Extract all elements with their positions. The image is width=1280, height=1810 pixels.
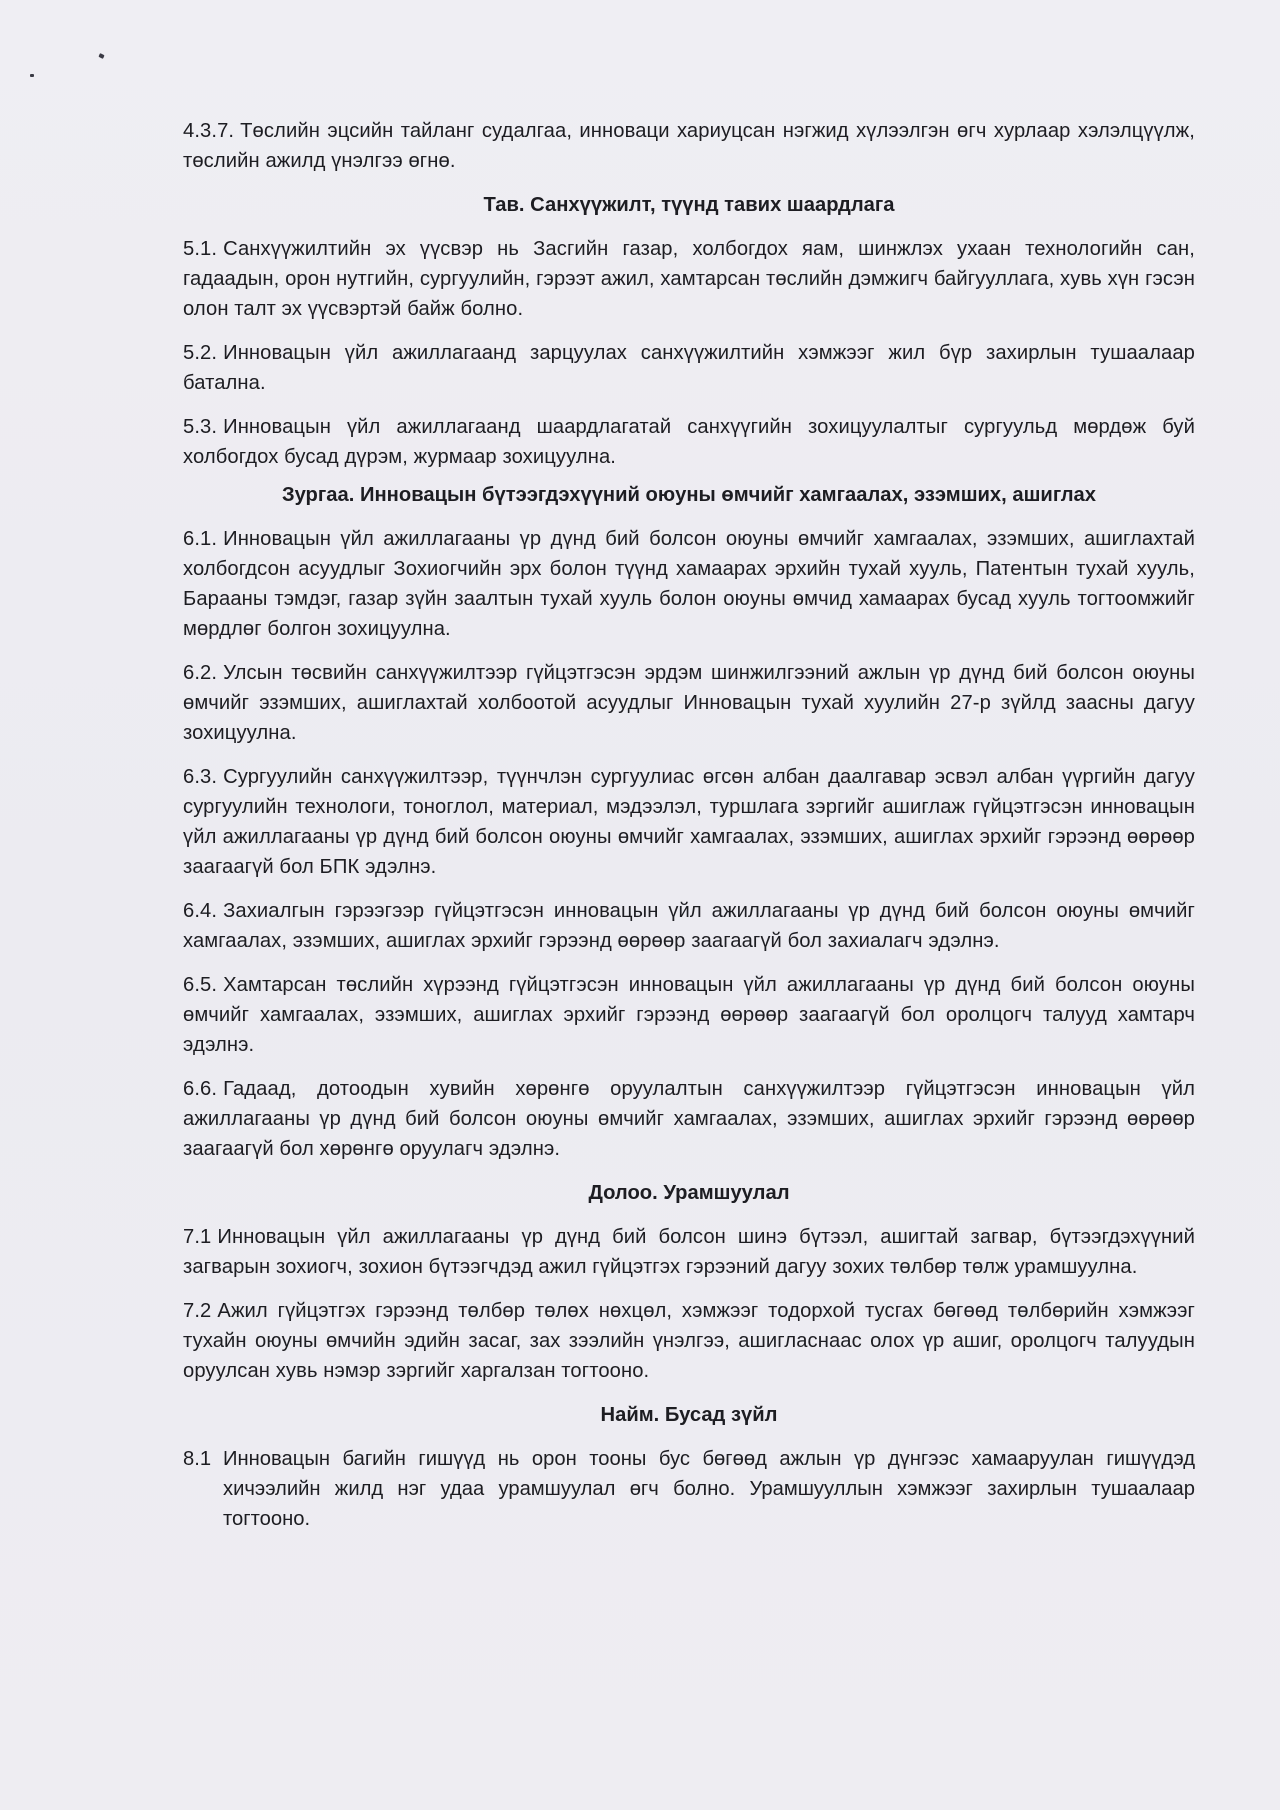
- paragraph-8-1: [183, 1444, 1195, 1534]
- paragraph-5-1: [183, 234, 1195, 324]
- clause-number: 7.1: [183, 1226, 212, 1248]
- clause-number: 5.3.: [183, 416, 218, 438]
- paragraph-6-3: [183, 762, 1195, 882]
- clause-number: 6.1.: [183, 528, 218, 550]
- clause-text: Улсын төсвийн санхүүжилтээр гүйцэтгэсэн эрдэм шинжилгээний ажлын үр дүнд бий болсон оюуны өмчийг эзэмших, ашиглахтай холбоотой асуудлыг Инновацын тухай хуулийн 27-р зүйлд заасны дагуу зохицуулна.: [183, 662, 1195, 744]
- clause-number: 7.2: [183, 1300, 212, 1322]
- clause-text: Инновацын багийн гишүүд нь орон тооны бус бөгөөд ажлын үр дүнгээс хамааруулан гишүүдэд хичээлийн жилд нэг удаа урамшуулал өгч болно. Урамшууллын хэмжээг захирлын тушаалаар тогтооно.: [223, 1448, 1195, 1530]
- clause-text: Хамтарсан төслийн хүрээнд гүйцэтгэсэн инновацын үйл ажиллагааны үр дүнд бий болсон оюуны өмчийг хамгаалах, эзэмших, ашиглах эрхийг гэрээнд өөрөөр заагаагүй бол оролцогч талууд хамтарч эдэлнэ.: [183, 974, 1195, 1056]
- clause-text: Инновацын үйл ажиллагааны үр дүнд бий болсон оюуны өмчийг хамгаалах, эзэмших, ашиглахтай холбогдсон асуудлыг Зохиогчийн эрх болон түүнд хамаарах эрхийн тухай хууль, Патентын тухай хууль, Барааны тэмдэг, газар зүйн заалтын тухай хууль болон оюуны өмчид хамаарах бусад хууль тогтоомжийг мөрдлөг болгон зохицуулна.: [183, 528, 1195, 640]
- section-heading-8: Найм. Бусад зүйл: [600, 1404, 778, 1426]
- paragraph-5-2: [183, 338, 1195, 398]
- clause-number: 6.2.: [183, 662, 218, 684]
- document-body: [183, 116, 1195, 1548]
- section-heading-7: Долоо. Урамшуулал: [588, 1182, 790, 1204]
- paragraph-6-1: [183, 524, 1195, 644]
- clause-text: Захиалгын гэрээгээр гүйцэтгэсэн инновацын үйл ажиллагааны үр дүнд бий болсон оюуны өмчийг хамгаалах, эзэмших, ашиглах эрхийг гэрээнд өөрөөр заагаагүй бол захиалагч эдэлнэ.: [183, 900, 1195, 952]
- paragraph-5-3: [183, 412, 1195, 472]
- section-heading-5: Тав. Санхүүжилт, түүнд тавих шаардлага: [483, 194, 895, 216]
- scan-speck: [98, 53, 104, 59]
- clause-text: Сургуулийн санхүүжилтээр, түүнчлэн сургуулиас өгсөн албан даалгавар эсвэл албан үүргийн дагуу сургуулийн технологи, тоноглол, материал, мэдээлэл, туршлага зэргийг ашиглаж гүйцэтгэсэн инновацын үйл ажиллагааны үр дүнд бий болсон оюуны өмчийг хамгаалах, эзэмших, ашиглах эрхийг гэрээнд өөрөөр заагаагүй бол БПК эдэлнэ.: [183, 766, 1195, 878]
- clause-number: 8.1: [183, 1448, 212, 1470]
- clause-number: 5.2.: [183, 342, 218, 364]
- clause-text: Инновацын үйл ажиллагаанд шаардлагатай санхүүгийн зохицуулалтыг сургуульд мөрдөж буй холбогдох бусад дүрэм, журмаар зохицуулна.: [183, 416, 1195, 468]
- clause-text: Инновацын үйл ажиллагааны үр дүнд бий болсон шинэ бүтээл, ашигтай загвар, бүтээгдэхүүний загварын зохиогч, зохион бүтээгчдэд ажил гүйцэтгэх гэрээний дагуу зохих төлбөр төлж урамшуулна.: [183, 1226, 1195, 1278]
- scan-speck: [30, 74, 34, 77]
- paragraph-7-1: [183, 1222, 1195, 1282]
- clause-text: Төслийн эцсийн тайланг судалгаа, инноваци хариуцсан нэгжид хүлээлгэн өгч хурлаар хэлэлцүүлж, төслийн ажилд үнэлгээ өгнө.: [183, 120, 1195, 172]
- clause-number: 6.3.: [183, 766, 218, 788]
- clause-text: Санхүүжилтийн эх үүсвэр нь Засгийн газар, холбогдох яам, шинжлэх ухаан технологийн сан, гадаадын, орон нутгийн, сургуулийн, гэрээт ажил, хамтарсан төслийн дэмжигч байгууллага, хувь хүн гэсэн олон талт эх үүсвэртэй байж болно.: [183, 238, 1195, 320]
- clause-number: 6.6.: [183, 1078, 218, 1100]
- paragraph-4-3-7: [183, 116, 1195, 176]
- clause-number: 6.5.: [183, 974, 218, 996]
- paragraph-6-6: [183, 1074, 1195, 1164]
- clause-text: Ажил гүйцэтгэх гэрээнд төлбөр төлөх нөхцөл, хэмжээг тодорхой тусгах бөгөөд төлбөрийн хэмжээг тухайн оюуны өмчийн эдийн засаг, зах зээлийн үнэлгээ, ашигласнаас олох үр ашиг, оролцогч талуудын оруулсан хувь нэмэр зэргийг харгалзан тогтооно.: [183, 1300, 1195, 1382]
- paragraph-6-2: [183, 658, 1195, 748]
- paragraph-6-4: [183, 896, 1195, 956]
- section-heading-6: Зургаа. Инновацын бүтээгдэхүүний оюуны өмчийг хамгаалах, эзэмших, ашиглах: [281, 484, 1097, 506]
- clause-number: 4.3.7.: [183, 120, 235, 142]
- clause-text: Инновацын үйл ажиллагаанд зарцуулах санхүүжилтийн хэмжээг жил бүр захирлын тушаалаар батална.: [183, 342, 1195, 394]
- paragraph-7-2: [183, 1296, 1195, 1386]
- paragraph-6-5: [183, 970, 1195, 1060]
- clause-text: Гадаад, дотоодын хувийн хөрөнгө оруулалтын санхүүжилтээр гүйцэтгэсэн инновацын үйл ажиллагааны үр дүнд бий болсон оюуны өмчийг хамгаалах, эзэмших, ашиглах эрхийг гэрээнд өөрөөр заагаагүй бол хөрөнгө оруулагч эдэлнэ.: [183, 1078, 1195, 1160]
- clause-number: 5.1.: [183, 238, 218, 260]
- clause-number: 6.4.: [183, 900, 218, 922]
